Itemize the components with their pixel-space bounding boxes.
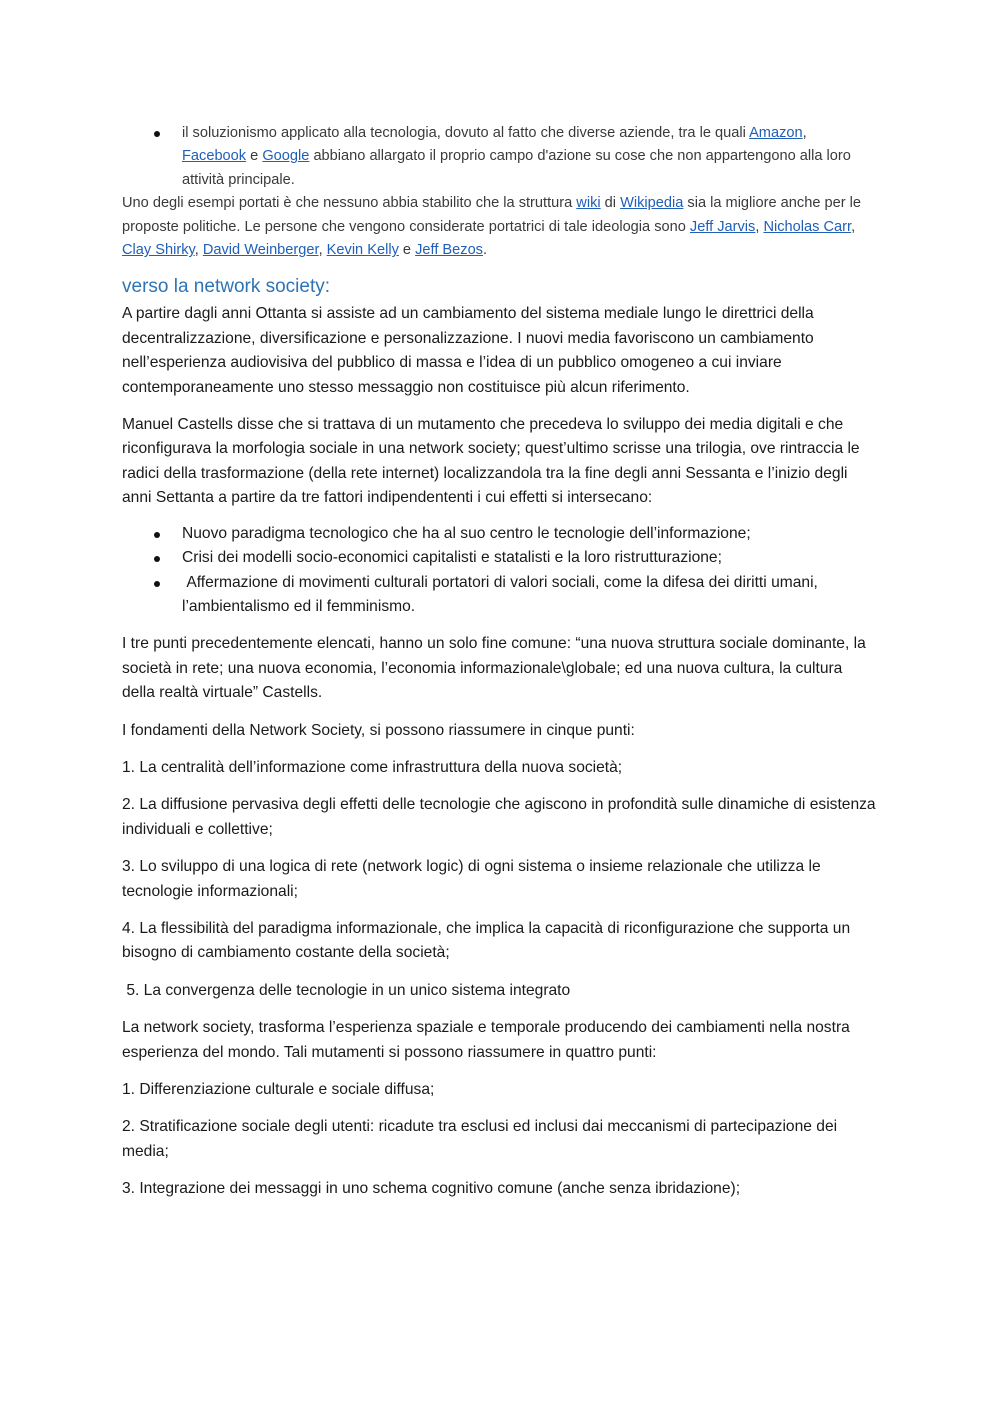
link-nicholas-carr[interactable]: Nicholas Carr [763, 218, 852, 235]
foundation-item: 5. La convergenza delle tecnologie in un unico sistema integrato [122, 981, 571, 999]
paragraph-4: I fondamenti della Network Society, si possono riassumere in cinque punti: [122, 721, 635, 739]
intro-paragraph [122, 192, 876, 262]
list-item [122, 522, 876, 546]
link-amazon[interactable]: Amazon [749, 125, 803, 141]
list-item [122, 122, 876, 192]
link-wikipedia[interactable]: Wikipedia [620, 195, 684, 212]
separator: e [398, 242, 416, 259]
change-item: 1. Differenziazione culturale e sociale diffusa; [122, 1081, 435, 1098]
list-item [122, 546, 876, 570]
section-heading: verso la network society: [122, 276, 331, 298]
list-item-text: Nuovo paradigma tecnologico che ha al suo centro le tecnologie dell’informazione; [182, 524, 751, 542]
separator: , [851, 218, 856, 235]
foundation-item: 2. La diffusione pervasiva degli effetti delle tecnologie che agiscono in profondità sulle dinamiche di esistenza individuali e collettive; [122, 796, 876, 838]
link-google[interactable]: Google [262, 148, 310, 165]
foundation-item: 1. La centralità dell’informazione come infrastruttura della nuova società; [122, 758, 623, 776]
paragraph-1: A partire dagli anni Ottanta si assiste ad un cambiamento del sistema mediale lungo le direttrici della decentralizzazione, diversificazione e personalizzazione. I nuovi media favoriscono un cambiamento nell’esperienza audiovisiva del pubblico di massa e l’idea di un pubblico omogeneo a cui inviare contemporaneamente uno stesso messaggio non costituisce più alcun riferimento. [122, 305, 814, 396]
foundation-item: 3. Lo sviluppo di una logica di rete (network logic) di ogni sistema o insieme relazionale che utilizza le tecnologie informazionali; [122, 858, 821, 900]
link-kevin-kelly[interactable]: Kevin Kelly [326, 242, 399, 259]
separator: , [755, 218, 764, 235]
link-david-weinberger[interactable]: David Weinberger [202, 242, 319, 259]
link-facebook[interactable]: Facebook [182, 148, 247, 165]
list-item [122, 571, 876, 620]
paragraph-text: Uno degli esempi portati è che nessuno abbia stabilito che la struttura [122, 195, 577, 212]
link-wiki[interactable]: wiki [576, 195, 601, 212]
paragraph-5: La network society, trasforma l’esperienza spaziale e temporale producendo dei cambiamenti nella nostra esperienza del mondo. Tali mutamenti si possono riassumere in quattro punti: [122, 1019, 850, 1061]
link-clay-shirky[interactable]: Clay Shirky [122, 242, 195, 259]
bullet-icon [154, 556, 160, 562]
bullet-text: il soluzionismo applicato alla tecnologia, dovuto al fatto che diverse aziende, tra le quali [182, 125, 750, 141]
paragraph-text: sia la migliore anche per le proposte politiche. Le persone che vengono considerate portatrici di tale ideologia sono [122, 195, 862, 235]
separator: , [194, 242, 203, 259]
bullet-icon [154, 581, 160, 587]
paragraph-text: di [600, 195, 621, 212]
bullet-text: abbiano allargato il proprio campo d'azione su cose che non appartengono alla loro attività principale. [182, 148, 851, 188]
paragraph-2: Manuel Castells disse che si trattava di un mutamento che precedeva lo sviluppo dei media digitali e che riconfigurava la morfologia sociale in una network society; quest’ultimo scrisse una trilogia, ove rintraccia le radici della trasformazione (della rete internet) localizzandola tra la fine degli anni Sessanta e l’inizio degli anni Settanta a partire da tre fattori indipendententi i cui effetti si intersecano: [122, 416, 860, 507]
change-item: 3. Integrazione dei messaggi in uno schema cognitivo comune (anche senza ibridazione); [122, 1180, 741, 1198]
list-item-text: Crisi dei modelli socio-economici capitalisti e statalisti e la loro ristrutturazione; [182, 549, 722, 567]
bullet-text: , [802, 125, 807, 141]
separator: , [318, 242, 327, 259]
foundation-item: 4. La flessibilità del paradigma informazionale, che implica la capacità di riconfigurazione che supporta un bisogno di cambiamento costante della società; [122, 919, 851, 962]
intro-bullet-list [122, 122, 876, 192]
link-jeff-jarvis[interactable]: Jeff Jarvis [689, 218, 756, 235]
link-jeff-bezos[interactable]: Jeff Bezos [415, 242, 483, 259]
bullet-icon [154, 532, 160, 538]
list-item-text: Affermazione di movimenti culturali portatori di valori sociali, come la difesa dei diritti umani, l’ambientalismo ed il femminismo. [182, 573, 823, 615]
paragraph-3: I tre punti precedentemente elencati, hanno un solo fine comune: “una nuova struttura sociale dominante, la società in rete; una nuova economia, l’economia informazionale\globale; ed una nuova cultura, la cultura della realtà virtuale” Castells. [122, 635, 866, 702]
bullet-text: e [246, 148, 263, 165]
separator: . [482, 242, 488, 259]
bullet-icon [154, 131, 160, 137]
castells-factors-list [122, 522, 876, 620]
change-item: 2. Stratificazione sociale degli utenti: ricadute tra esclusi ed inclusi dai meccanismi di partecipazione dei media; [122, 1118, 838, 1160]
